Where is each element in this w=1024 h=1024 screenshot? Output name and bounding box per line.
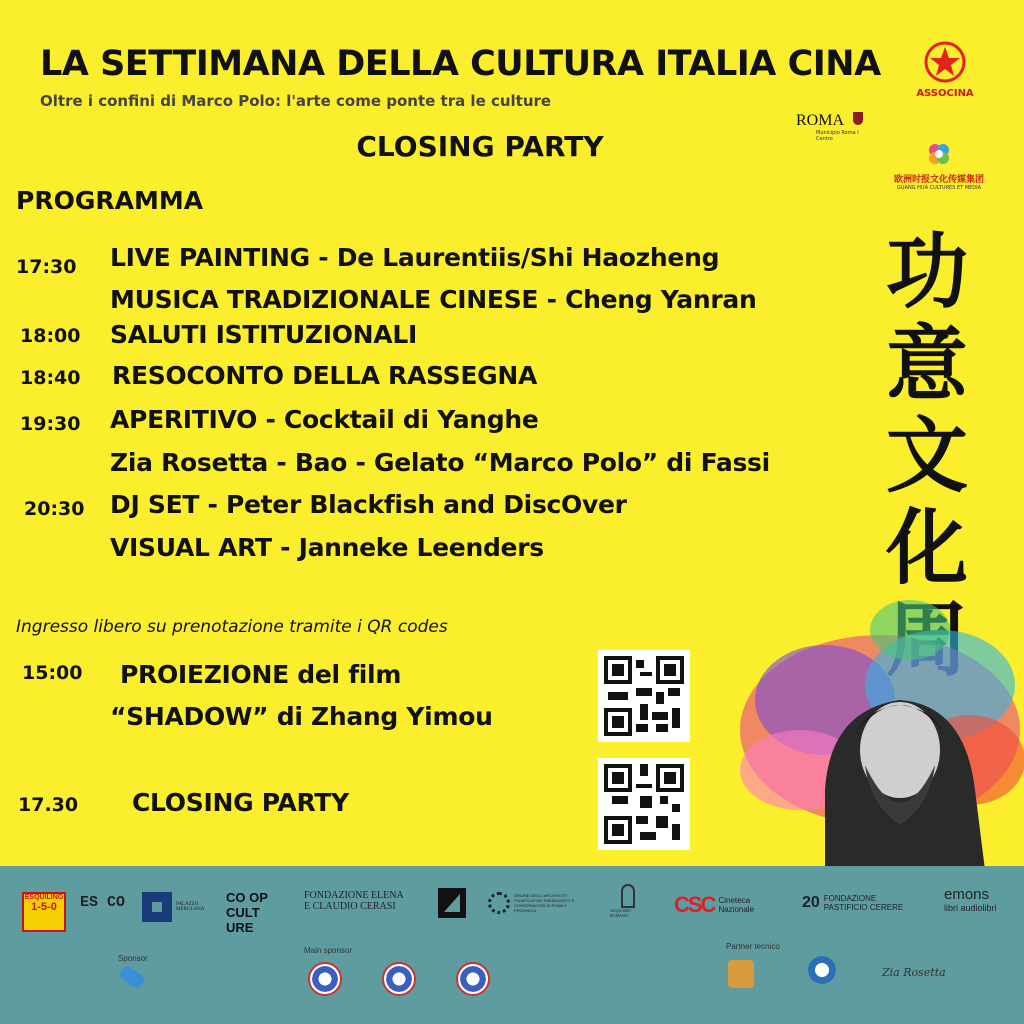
calligraphy-char: 功 (885, 224, 968, 320)
guang-hua-logo (884, 140, 994, 191)
schedule-line: DJ SET - Peter Blackfish and DiscOver (110, 490, 627, 519)
esquilino-logo (22, 892, 66, 932)
schedule-line: Zia Rosetta - Bao - Gelato “Marco Polo” di Fassi (110, 448, 770, 477)
fondazione-cerasi-label: FONDAZIONE ELENA E CLAUDIO CERASI (304, 890, 404, 912)
coopculture-label: CO OP CULT URE (226, 890, 268, 935)
roma-label: ROMA (796, 112, 845, 129)
coopculture-logo (226, 890, 288, 935)
schedule-time: 20:30 (24, 498, 85, 520)
event-line: PROIEZIONE del film (120, 660, 402, 689)
guang-hua-en-label: GUANG HUA CULTURES ET MEDIA (897, 185, 981, 191)
color-splash-illustration (730, 590, 1024, 870)
emons-logo (944, 886, 997, 913)
csc-mark-icon: CSC (674, 892, 715, 917)
roma-shield-icon (853, 112, 863, 125)
triangle-mark-icon (438, 888, 466, 918)
zia-rosetta-label: Zia Rosetta (882, 966, 946, 979)
associna-star-icon (923, 40, 967, 84)
emons-sublabel: libri audiolibri (944, 903, 997, 913)
pastificio-label: FONDAZIONE PASTIFICIO CERERE (823, 894, 904, 912)
closing-party-heading: CLOSING PARTY (356, 130, 604, 163)
esco-logo (80, 896, 126, 910)
schedule-time: 17:30 (16, 256, 77, 278)
schedule-time: 19:30 (20, 413, 81, 435)
event-line: CLOSING PARTY (132, 788, 349, 817)
acquario-building-icon (621, 884, 635, 908)
page-title: LA SETTIMANA DELLA CULTURA ITALIA CINA (40, 44, 881, 84)
cineteca-logo (674, 892, 762, 918)
schedule-line: LIVE PAINTING - De Laurentiis/Shi Haozheng (110, 243, 720, 272)
calligraphy-char: 化 (885, 500, 968, 596)
ordine-label: ORDINE DEGLI ARCHITETTI PIANIFICATORI PAESAGGISTI E CONSERVATORI DI ROMA E PROVINCIA (514, 893, 575, 913)
guang-hua-flower-icon (924, 140, 954, 168)
sponsors-footer (0, 866, 1024, 1024)
esco-label: ES CO (80, 894, 126, 911)
schedule-time: 18:40 (20, 367, 81, 389)
calligraphy-char: 文 (885, 408, 968, 504)
schedule-line: APERITIVO - Cocktail di Yanghe (110, 405, 539, 434)
acquario-logo (610, 884, 646, 918)
booking-note: Ingresso libero su prenotazione tramite i QR codes (16, 617, 448, 637)
roma-logo (796, 110, 876, 142)
qr-code-icon (604, 656, 684, 736)
event-line: “SHADOW” di Zhang Yimou (110, 702, 493, 731)
qr-code-icon (604, 764, 684, 844)
qr-code-film[interactable] (598, 650, 690, 742)
schedule-line: SALUTI ISTITUZIONALI (110, 320, 417, 349)
partner-logo (728, 960, 754, 988)
palazzo-label: PALAZZO MERULANA (176, 902, 205, 912)
partner-logo (808, 956, 836, 984)
main-sponsor-logo (308, 962, 342, 996)
page-subtitle: Oltre i confini di Marco Polo: l'arte come ponte tra le culture (40, 92, 552, 110)
event-time: 17.30 (18, 794, 79, 816)
schedule-line: VISUAL ART - Janneke Leenders (110, 533, 544, 562)
fondazione-cerasi-logo (304, 890, 404, 912)
main-sponsor-logo (456, 962, 490, 996)
esquilino-label: ESQUILINO (24, 894, 64, 901)
sponsor-label: Sponsor (118, 954, 148, 963)
pastificio-mark-icon: 20 (802, 894, 820, 911)
sponsor-logo (118, 964, 146, 989)
schedule-line: RESOCONTO DELLA RASSEGNA (112, 361, 538, 390)
main-sponsor-label: Main sponsor (304, 946, 353, 955)
programma-heading: PROGRAMMA (16, 186, 204, 215)
guang-hua-cn-label: 欧洲时报文化传媒集团 (893, 175, 984, 185)
associna-logo (910, 40, 980, 99)
emons-label: emons (944, 886, 990, 903)
schedule-line: MUSICA TRADIZIONALE CINESE - Cheng Yanran (110, 285, 757, 314)
ordine-architetti-logo (488, 892, 588, 914)
palazzo-merulana-logo (142, 892, 216, 922)
esquilino-number: 1-5-0 (31, 901, 57, 913)
schedule-time: 18:00 (20, 325, 81, 347)
acquario-label: ACQUARIO ROMANO (610, 908, 632, 918)
qr-code-closing-party[interactable] (598, 758, 690, 850)
partner-label: Partner tecnico (726, 942, 780, 951)
palazzo-square-icon (142, 892, 172, 922)
ordine-rosette-icon (488, 892, 510, 914)
event-time: 15:00 (22, 662, 83, 684)
pastificio-cerere-logo (802, 894, 908, 912)
calligraphy-char: 意 (885, 316, 968, 412)
triangle-logo (438, 888, 466, 918)
main-sponsor-logo (382, 962, 416, 996)
roma-sublabel: Municipio Roma I Centro (816, 130, 859, 142)
associna-label: ASSOCINA (916, 88, 974, 99)
cineteca-label: Cineteca Nazionale (718, 896, 755, 914)
